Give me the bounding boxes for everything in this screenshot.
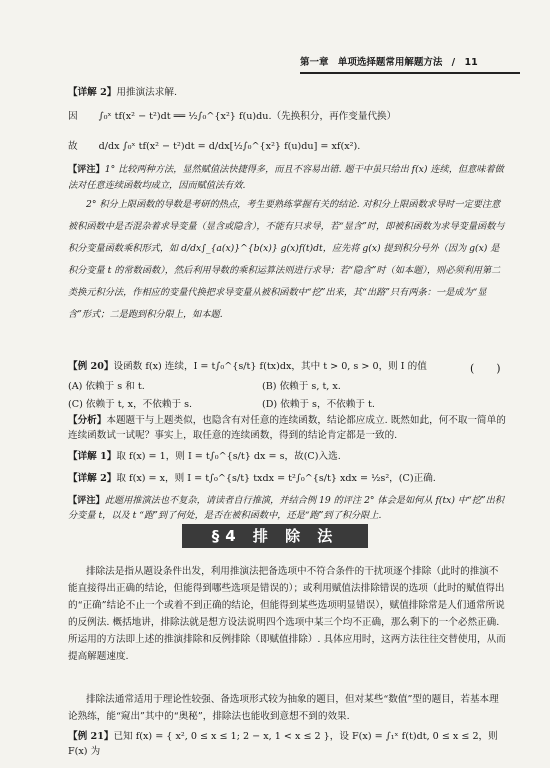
detail-2-line2 <box>68 140 508 155</box>
section-number: §4 <box>211 527 242 545</box>
detail-2-text: 用推演法求解. <box>116 87 178 98</box>
detail-2-label: 【详解 2】 <box>68 87 117 98</box>
comment-2-text: 此题用推演法也不复杂，请读者自行推演，并结合例 19 的评注 2° 体会是如何从 f(tx) 中“挖”出积分变量 t，以及 t “跑”到了何处，是否在被积函数中，还是“跑”到了积分限上. <box>68 495 504 521</box>
line1-formula: ∫₀ˣ tf(x² − t²)dt ══ ½∫₀^{x²} f(u)du.（先换积分，再作变量代换） <box>98 111 397 122</box>
detail-2-line1 <box>68 110 508 125</box>
example-20 <box>68 360 468 375</box>
body-p1-text: 排除法是指从题设条件出发，利用推演法把备选项中不符合条件的干扰项逐个排除（此时的推演不能直接得出正确的结论，但能得到哪些选项是错误的）；或利用赋值法排除错误的选项（此时的赋值得出的“正确”结论不止一个或着不到正确的结论，但能得到某些选项明显错误），赋值排除常是人们通常所说的反例法. 概括地讲，排除法就是想方设法说明四个选项中某三个均不正确，那么剩下的一个必然正确. 所运用的方法即上述的推演排除和反例排除（即赋值排除）. 具体应用时，这两方法往往交替使用，从而提高解题速度. <box>68 566 506 662</box>
comment-2 <box>68 493 508 523</box>
header-chapter: 第一章 <box>300 57 329 68</box>
example-20-label: 【例 20】 <box>68 361 114 372</box>
answer-bracket: ( ) <box>470 362 501 375</box>
line2-formula: d/dx ∫₀ˣ tf(x² − t²)dt = d/dx[½∫₀^{x²} f(u)du] = xf(x²). <box>98 141 361 152</box>
section-banner <box>182 524 368 548</box>
detail-2b-text: 取 f(x) = x，则 I = t∫₀^{s/t} txdx = t²∫₀^{s/t} xdx = ½s²，(C)正确. <box>116 473 436 484</box>
comment-1-p2-text: 2° 积分上限函数的导数是考研的热点，考生要熟练掌握有关的结论. 对积分上限函数求导时一定要注意被积函数中是否混杂着求导变量（显含或隐含），不能有只求导，若“显含”时，即被积函数为求导变量函数与积分变量函数乘积形式，如 d/dx∫_{a(x)}^{b(x)} g(x)f(t)dt，应先将 g(x) 提到积分号外（因为 g(x) 是积分变量 t 的常数函数），然后利用导数的乘积运算法则进行求导；若“隐含”时（如本题），则必须利用第二类换元积分法，作相应的变量代换把求导变量从被积函数中“挖”出来，其“出路”只有两条：一是成为“显含”形式；二是跑到积分限上，如本题. <box>68 199 505 320</box>
option-c: (C) 依赖于 t, x，不依赖于 s. <box>68 399 193 410</box>
header-rule <box>300 72 520 74</box>
running-header <box>300 54 520 72</box>
comment-1-label: 【评注】 <box>68 164 105 175</box>
header-title: 单项选择题常用解题方法 <box>337 57 443 68</box>
example-21-text: 已知 f(x) = { x², 0 ≤ x ≤ 1; 2 − x, 1 < x ≤ 2 }，设 F(x) = ∫₁ˣ f(t)dt, 0 ≤ x ≤ 2，则 F(x) 为 <box>68 731 498 757</box>
example-21 <box>68 730 508 759</box>
detail-2b <box>68 472 508 487</box>
line2-prefix: 故 <box>68 141 78 152</box>
comment-1-p2 <box>68 194 508 326</box>
body-paragraph-1 <box>68 563 508 665</box>
header-page-number: 11 <box>464 57 478 68</box>
option-d: (D) 依赖于 s，不依赖于 t. <box>262 399 375 410</box>
analysis <box>68 414 508 443</box>
comment-1-p1: 1° 比较两种方法，显然赋值法快捷得多，而且不容易出错. 题干中虽只给出 f(x) 连续，但意味着做法对任意连续函数均成立，因而赋值法有效. <box>68 164 504 191</box>
body-p2-text: 排除法通常适用于理论性较强、备选项形式较为抽象的题目，但对某些“数值”型的题目，若基本理论熟练，能“窥出”其中的“奥秘”，排除法也能收到意想不到的效果. <box>68 694 499 722</box>
option-a: (A) 依赖于 s 和 t. <box>68 381 145 392</box>
detail-2 <box>68 86 508 101</box>
line1-prefix: 因 <box>68 111 78 122</box>
comment-2-label: 【评注】 <box>68 495 105 506</box>
comment-1 <box>68 162 508 193</box>
detail-1b-label: 【详解 1】 <box>68 451 117 462</box>
detail-2b-label: 【详解 2】 <box>68 473 117 484</box>
detail-1b-text: 取 f(x) = 1，则 I = t∫₀^{s/t} dx = s，故(C)入选. <box>116 451 341 462</box>
header-slash: / <box>451 57 456 68</box>
option-b: (B) 依赖于 s, t, x. <box>262 381 341 392</box>
analysis-label: 【分析】 <box>68 415 107 426</box>
detail-1b <box>68 450 508 465</box>
section-title: 排 除 法 <box>252 527 339 545</box>
analysis-text: 本题题干与上题类似，也隐含有对任意的连续函数，结论都应成立. 既然如此，何不取一简单的连续函数试一试呢？事实上，取任意的连续函数，得到的结论肯定都是一致的. <box>68 415 506 441</box>
example-21-label: 【例 21】 <box>68 731 114 742</box>
example-20-text: 设函数 f(x) 连续，I = t∫₀^{s/t} f(tx)dx，其中 t > 0, s > 0，则 I 的值 <box>113 361 427 372</box>
body-paragraph-2 <box>68 691 508 725</box>
